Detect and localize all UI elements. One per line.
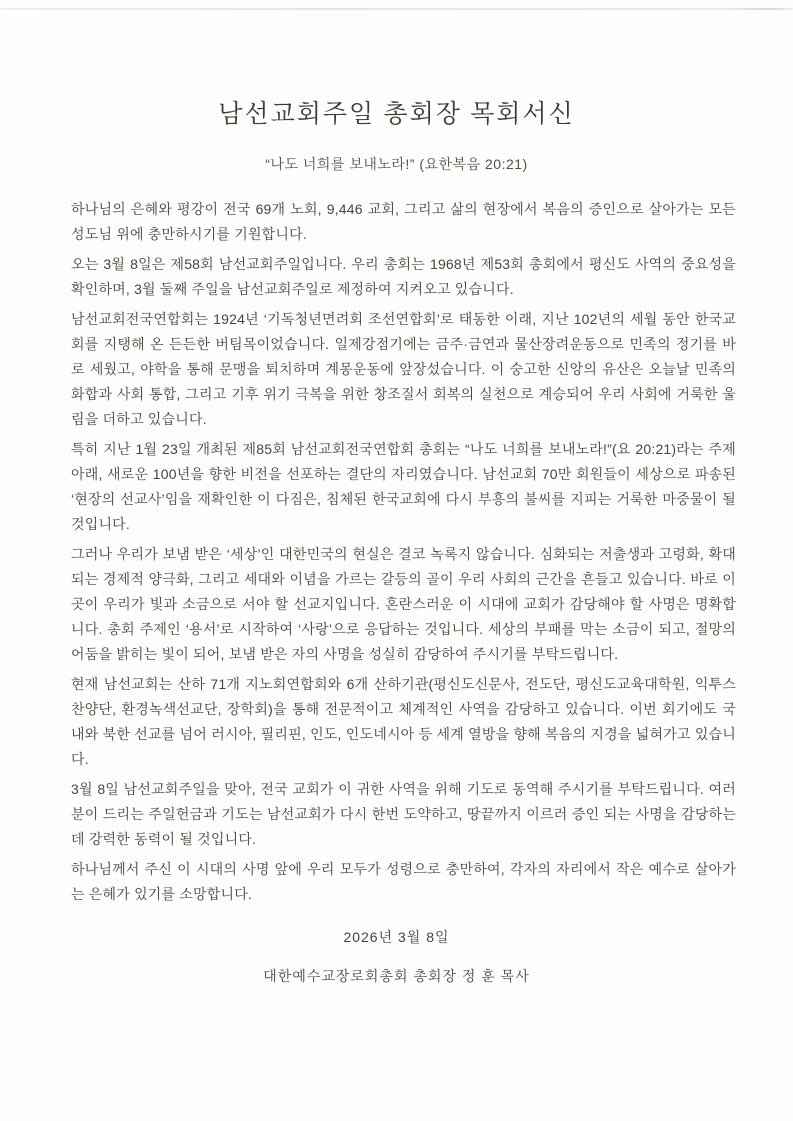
paragraph-greeting: 하나님의 은혜와 평강이 전국 69개 노회, 9,446 교회, 그리고 삶의 현장에서 복음의 증인으로 살아가는 모든 성도님 위에 충만하시기를 기원합니다. bbox=[71, 201, 736, 242]
paragraph-history: 남선교회전국연합회는 1924년 ‘기독청년면려회 조선연합회’로 태동한 이래, 지난 102년의 세월 동안 한국교회를 지탱해 온 든든한 버팀목이었습니다. 일제강점기에는 금주·금연과 물산장려운동으로 민족의 정기를 바로 세웠고, 야학을 통해 문맹을 퇴치하며 계몽운동에 앞장섰습니다. 이 숭고한 신앙의 유산은 오늘날 민족의 화합과 사회 통합, 그리고 기후 위기 극복을 위한 창조질서 회복의 실천으로 계승되어 우리 사회에 거룩한 울림을 더하고 있습니다. bbox=[71, 311, 736, 427]
paragraph-offering: 3월 8일 남선교회주일을 맞아, 전국 교회가 이 귀한 사역을 위해 기도로 동역해 주시기를 부탁드립니다. 여러분이 드리는 주일헌금과 기도는 남선교회가 다시 한번 도약하고, 땅끝까지 이르러 증인 되는 사명을 감당하는 데 강력한 동력이 될 것입니다. bbox=[71, 781, 736, 847]
scan-edge-line bbox=[0, 8, 793, 10]
letter-date: 2026년 3월 8일 bbox=[343, 929, 450, 945]
paragraph-mission-field: 그러나 우리가 보냄 받은 ‘세상’인 대한민국의 현실은 결코 녹록지 않습니다. 심화되는 저출생과 고령화, 확대되는 경제적 양극화, 그리고 세대와 이념을 가르는 갈등의 골이 우리 사회의 근간을 흔들고 있습니다. 바로 이곳이 우리가 빛과 소금으로 서야 할 선교지입니다. 혼란스러운 이 시대에 교회가 감당해야 할 사명은 명확합니다. 총회 주제인 ‘용서’로 시작하여 ‘사랑’으로 응답하는 것입니다. 세상의 부패를 막는 소금이 되고, 절망의 어둠을 밝히는 빛이 되어, 보냄 받은 자의 사명을 성실히 감당하여 주시기를 부탁드립니다. bbox=[71, 546, 736, 662]
letter-title: 남선교회주일 총회장 목회서신 bbox=[218, 101, 575, 128]
paragraph-assembly: 특히 지난 1월 23일 개최된 제85회 남선교회전국연합회 총회는 “나도 너희를 보내노라!”(요 20:21)라는 주제 아래, 새로운 100년을 향한 비전을 선포하는 결단의 자리였습니다. 남선교회 70만 회원들이 세상으로 파송된 ‘현장의 선교사’임을 재확인한 이 다짐은, 침체된 한국교회에 다시 부흥의 불씨를 지피는 거룩한 마중물이 될 것입니다. bbox=[71, 441, 736, 532]
paragraph-closing: 하나님께서 주신 이 시대의 사명 앞에 우리 모두가 성령으로 충만하여, 각자의 자리에서 작은 예수로 살아가는 은혜가 있기를 소망합니다. bbox=[71, 861, 736, 902]
letter-body bbox=[71, 197, 736, 907]
paragraph-organization: 현재 남선교회는 산하 71개 지노회연합회와 6개 산하기관(평신도신문사, 전도단, 평신도교육대학원, 익투스찬양단, 환경녹색선교단, 장학회)을 통해 전문적이고 체계적인 사역을 감당하고 있습니다. 이번 회기에도 국내와 북한 선교를 넘어 러시아, 필리핀, 인도, 인도네시아 등 세계 열방을 향해 복음의 지경을 넓혀가고 있습니다. bbox=[71, 676, 736, 767]
paragraph-sunday-intro: 오는 3월 8일은 제58회 남선교회주일입니다. 우리 총회는 1968년 제53회 총회에서 평신도 사역의 중요성을 확인하며, 3월 둘째 주일을 남선교회주일로 제정하여 지켜오고 있습니다. bbox=[71, 256, 736, 297]
letter-signature: 대한예수교장로회총회 총회장 정 훈 목사 bbox=[263, 968, 530, 984]
letter-theme-verse: “나도 너희를 보내노라!” (요한복음 20:21) bbox=[265, 156, 528, 172]
